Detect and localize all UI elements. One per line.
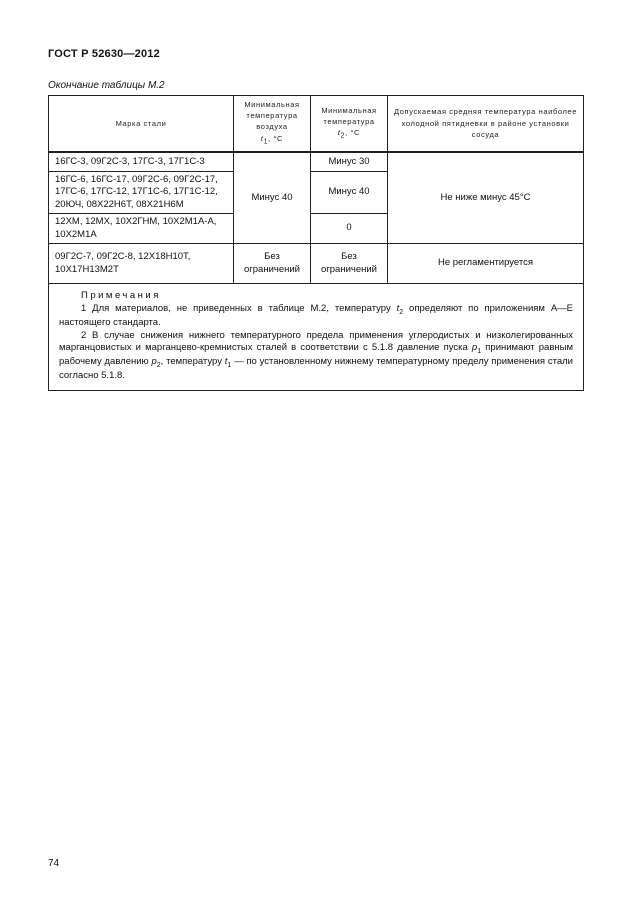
steel-grade-cell: 16ГС-3, 09Г2С-3, 17ГС-3, 17Г1С-3 <box>49 152 234 172</box>
notes-cell <box>49 284 584 391</box>
steel-grade-cell: 12ХМ, 12МХ, 10Х2ГНМ, 10Х2М1А-А, 10Х2М1А <box>49 214 234 244</box>
header-avg-temp: Допускаемая средняя температура наиболее холодной пятидневки в районе установки сосуда <box>388 96 584 152</box>
min-temp-cell: Минус 40 <box>311 172 388 214</box>
notes-row <box>49 284 584 391</box>
header-min-temp: Минимальная температура $t_2$, °С <box>311 96 388 152</box>
notes-title: Примечания <box>81 290 161 302</box>
note-2: 2 В случае снижения нижнего температурного предела применения углеродистых и низколегированных марганцовистых и марганцево-кремнистых сталей в соответствии с 5.1.8 давление пуска $p_1$ принимают равным рабочему давлению $p_2$, температуру $t_1$ — по установленному нижнему температурному пределу применения стали согласно 5.1.8. <box>59 329 573 382</box>
note-1: 1 Для материалов, не приведенных в таблице М.2, температуру $t_2$ определяют по приложениям А—Е настоящего стандарта. <box>59 303 573 329</box>
table-header-row <box>49 96 584 152</box>
min-temp-cell: Без ограничений <box>311 244 388 284</box>
document-code: ГОСТ Р 52630—2012 <box>48 48 160 60</box>
table-row <box>49 152 584 172</box>
steel-temperature-table <box>48 95 584 391</box>
avg-temp-cell: Не ниже минус 45°С <box>388 152 584 244</box>
table-caption: Окончание таблицы М.2 <box>48 80 165 91</box>
table-row <box>49 244 584 284</box>
min-air-temp-cell: Без ограничений <box>234 244 311 284</box>
page-number: 74 <box>48 858 60 869</box>
steel-grade-cell: 09Г2С-7, 09Г2С-8, 12Х18Н10Т, 10Х17Н13М2Т <box>49 244 234 284</box>
min-temp-cell: Минус 30 <box>311 152 388 172</box>
header-steel-grade: Марка стали <box>49 96 234 152</box>
min-temp-cell: 0 <box>311 214 388 244</box>
header-min-air-temp: Минимальная температура воздуха $t_1$, °С <box>234 96 311 152</box>
steel-grade-cell: 16ГС-6, 16ГС-17, 09Г2С-6, 09Г2С-17, 17ГС-6, 17ГС-12, 17Г1С-6, 17Г1С-12, 20ЮЧ, 08Х22Н6Т, 08Х21Н6М <box>49 172 234 214</box>
min-air-temp-cell: Минус 40 <box>234 152 311 244</box>
avg-temp-cell: Не регламентируется <box>388 244 584 284</box>
